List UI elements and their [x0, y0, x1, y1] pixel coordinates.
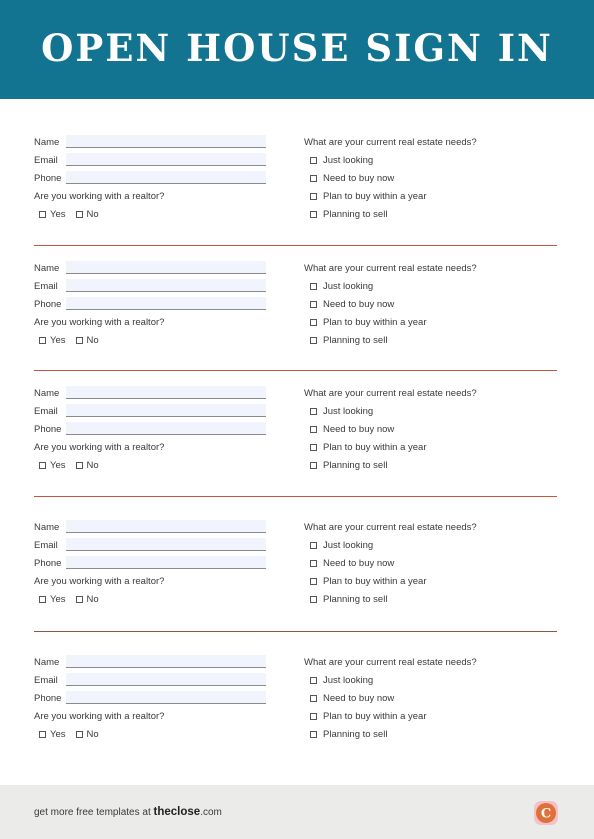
phone-label: Phone — [34, 173, 62, 184]
yes-checkbox[interactable] — [39, 731, 46, 738]
theclose-logo-icon[interactable] — [533, 800, 559, 826]
yes-label: Yes — [50, 460, 66, 471]
name-field[interactable] — [66, 135, 266, 148]
checkbox[interactable] — [310, 677, 317, 684]
need-buy-now[interactable] — [310, 693, 394, 704]
need-label: Need to buy now — [323, 424, 395, 435]
realtor-options — [39, 335, 105, 346]
name-field[interactable] — [66, 520, 266, 533]
realtor-options — [39, 460, 105, 471]
need-label: Just looking — [323, 406, 374, 417]
needs-question: What are your current real estate needs? — [304, 657, 477, 668]
no-option[interactable] — [76, 729, 99, 740]
email-field[interactable] — [66, 279, 266, 292]
need-buy-within-year[interactable] — [310, 191, 427, 202]
yes-label: Yes — [50, 335, 66, 346]
guest-entry-1 — [0, 135, 594, 245]
name-label: Name — [34, 137, 60, 148]
checkbox[interactable] — [310, 193, 317, 200]
no-label: No — [86, 209, 99, 220]
need-label: Need to buy now — [323, 173, 395, 184]
need-label: Plan to buy within a year — [323, 711, 427, 722]
needs-question: What are your current real estate needs? — [304, 263, 477, 274]
yes-label: Yes — [50, 594, 66, 605]
checkbox[interactable] — [310, 283, 317, 290]
phone-label: Phone — [34, 299, 62, 310]
email-label: Email — [34, 155, 58, 166]
need-buy-within-year[interactable] — [310, 576, 427, 587]
name-field[interactable] — [66, 655, 266, 668]
need-label: Plan to buy within a year — [323, 576, 427, 587]
checkbox[interactable] — [310, 731, 317, 738]
yes-checkbox[interactable] — [39, 596, 46, 603]
checkbox[interactable] — [310, 175, 317, 182]
need-buy-now[interactable] — [310, 424, 394, 435]
no-label: No — [86, 729, 99, 740]
email-label: Email — [34, 281, 58, 292]
checkbox[interactable] — [310, 337, 317, 344]
need-buy-within-year[interactable] — [310, 317, 427, 328]
checkbox[interactable] — [310, 542, 317, 549]
name-label: Name — [34, 388, 60, 399]
phone-field[interactable] — [66, 422, 266, 435]
needs-question: What are your current real estate needs? — [304, 522, 477, 533]
yes-option[interactable] — [39, 209, 66, 220]
yes-option[interactable] — [39, 460, 66, 471]
name-label: Name — [34, 522, 60, 533]
no-option[interactable] — [76, 209, 99, 220]
yes-checkbox[interactable] — [39, 211, 46, 218]
need-label: Plan to buy within a year — [323, 442, 427, 453]
no-option[interactable] — [76, 335, 99, 346]
need-planning-to-sell[interactable] — [310, 209, 387, 220]
section-divider — [34, 245, 557, 246]
need-label: Need to buy now — [323, 558, 395, 569]
checkbox[interactable] — [310, 211, 317, 218]
realtor-question: Are you working with a realtor? — [34, 576, 165, 587]
need-just-looking[interactable] — [310, 540, 373, 551]
name-label: Name — [34, 657, 60, 668]
phone-field[interactable] — [66, 171, 266, 184]
yes-option[interactable] — [39, 729, 66, 740]
section-divider — [34, 631, 557, 632]
checkbox[interactable] — [310, 713, 317, 720]
checkbox[interactable] — [310, 462, 317, 469]
footer — [0, 785, 594, 839]
realtor-question: Are you working with a realtor? — [34, 317, 165, 328]
logo-letter: C — [540, 806, 552, 822]
no-checkbox[interactable] — [76, 337, 83, 344]
email-label: Email — [34, 675, 58, 686]
email-field[interactable] — [66, 153, 266, 166]
need-planning-to-sell[interactable] — [310, 335, 387, 346]
email-label: Email — [34, 540, 58, 551]
checkbox[interactable] — [310, 408, 317, 415]
need-label: Planning to sell — [323, 729, 388, 740]
phone-label: Phone — [34, 558, 62, 569]
no-label: No — [86, 594, 99, 605]
guest-entry-5 — [0, 655, 594, 765]
phone-field[interactable] — [66, 556, 266, 569]
need-label: Just looking — [323, 540, 374, 551]
realtor-question: Are you working with a realtor? — [34, 711, 165, 722]
need-planning-to-sell[interactable] — [310, 729, 387, 740]
need-buy-now[interactable] — [310, 299, 394, 310]
need-label: Plan to buy within a year — [323, 191, 427, 202]
realtor-options — [39, 594, 105, 605]
no-option[interactable] — [76, 594, 99, 605]
need-label: Just looking — [323, 281, 374, 292]
footer-brand-link[interactable]: theclose — [153, 806, 201, 818]
need-planning-to-sell[interactable] — [310, 460, 387, 471]
need-planning-to-sell[interactable] — [310, 594, 387, 605]
need-label: Planning to sell — [323, 460, 388, 471]
sign-in-form — [0, 99, 594, 785]
need-label: Need to buy now — [323, 693, 395, 704]
footer-prefix: get more free templates at — [34, 807, 154, 818]
email-field[interactable] — [66, 673, 266, 686]
name-field[interactable] — [66, 386, 266, 399]
checkbox[interactable] — [310, 560, 317, 567]
checkbox[interactable] — [310, 444, 317, 451]
no-checkbox[interactable] — [76, 596, 83, 603]
name-label: Name — [34, 263, 60, 274]
phone-field[interactable] — [66, 297, 266, 310]
realtor-options — [39, 209, 105, 220]
checkbox[interactable] — [310, 301, 317, 308]
section-divider — [34, 496, 557, 497]
guest-entry-3 — [0, 386, 594, 496]
need-label: Plan to buy within a year — [323, 317, 427, 328]
yes-label: Yes — [50, 209, 66, 220]
footer-domain: .com — [200, 807, 222, 818]
need-label: Planning to sell — [323, 594, 388, 605]
yes-option[interactable] — [39, 335, 66, 346]
no-checkbox[interactable] — [76, 211, 83, 218]
checkbox[interactable] — [310, 319, 317, 326]
checkbox[interactable] — [310, 157, 317, 164]
email-field[interactable] — [66, 538, 266, 551]
needs-question: What are your current real estate needs? — [304, 388, 477, 399]
no-checkbox[interactable] — [76, 731, 83, 738]
checkbox[interactable] — [310, 695, 317, 702]
guest-entry-4 — [0, 520, 594, 630]
need-label: Planning to sell — [323, 335, 388, 346]
yes-checkbox[interactable] — [39, 337, 46, 344]
realtor-options — [39, 729, 105, 740]
guest-entry-2 — [0, 261, 594, 371]
email-label: Email — [34, 406, 58, 417]
name-field[interactable] — [66, 261, 266, 274]
realtor-question: Are you working with a realtor? — [34, 191, 165, 202]
checkbox[interactable] — [310, 426, 317, 433]
need-label: Need to buy now — [323, 299, 395, 310]
page-title: OPEN HOUSE SIGN IN — [41, 25, 553, 70]
need-buy-now[interactable] — [310, 173, 394, 184]
footer-credit — [34, 806, 222, 818]
phone-field[interactable] — [66, 691, 266, 704]
no-option[interactable] — [76, 460, 99, 471]
header-banner — [0, 0, 594, 99]
need-just-looking[interactable] — [310, 406, 373, 417]
email-field[interactable] — [66, 404, 266, 417]
need-just-looking[interactable] — [310, 155, 373, 166]
no-label: No — [86, 460, 99, 471]
need-label: Planning to sell — [323, 209, 388, 220]
need-buy-within-year[interactable] — [310, 442, 427, 453]
needs-question: What are your current real estate needs? — [304, 137, 477, 148]
need-label: Just looking — [323, 675, 374, 686]
yes-option[interactable] — [39, 594, 66, 605]
need-just-looking[interactable] — [310, 281, 373, 292]
phone-label: Phone — [34, 693, 62, 704]
no-checkbox[interactable] — [76, 462, 83, 469]
yes-checkbox[interactable] — [39, 462, 46, 469]
need-label: Just looking — [323, 155, 374, 166]
need-buy-now[interactable] — [310, 558, 394, 569]
need-just-looking[interactable] — [310, 675, 373, 686]
checkbox[interactable] — [310, 596, 317, 603]
need-buy-within-year[interactable] — [310, 711, 427, 722]
no-label: No — [86, 335, 99, 346]
realtor-question: Are you working with a realtor? — [34, 442, 165, 453]
section-divider — [34, 370, 557, 371]
phone-label: Phone — [34, 424, 62, 435]
yes-label: Yes — [50, 729, 66, 740]
checkbox[interactable] — [310, 578, 317, 585]
